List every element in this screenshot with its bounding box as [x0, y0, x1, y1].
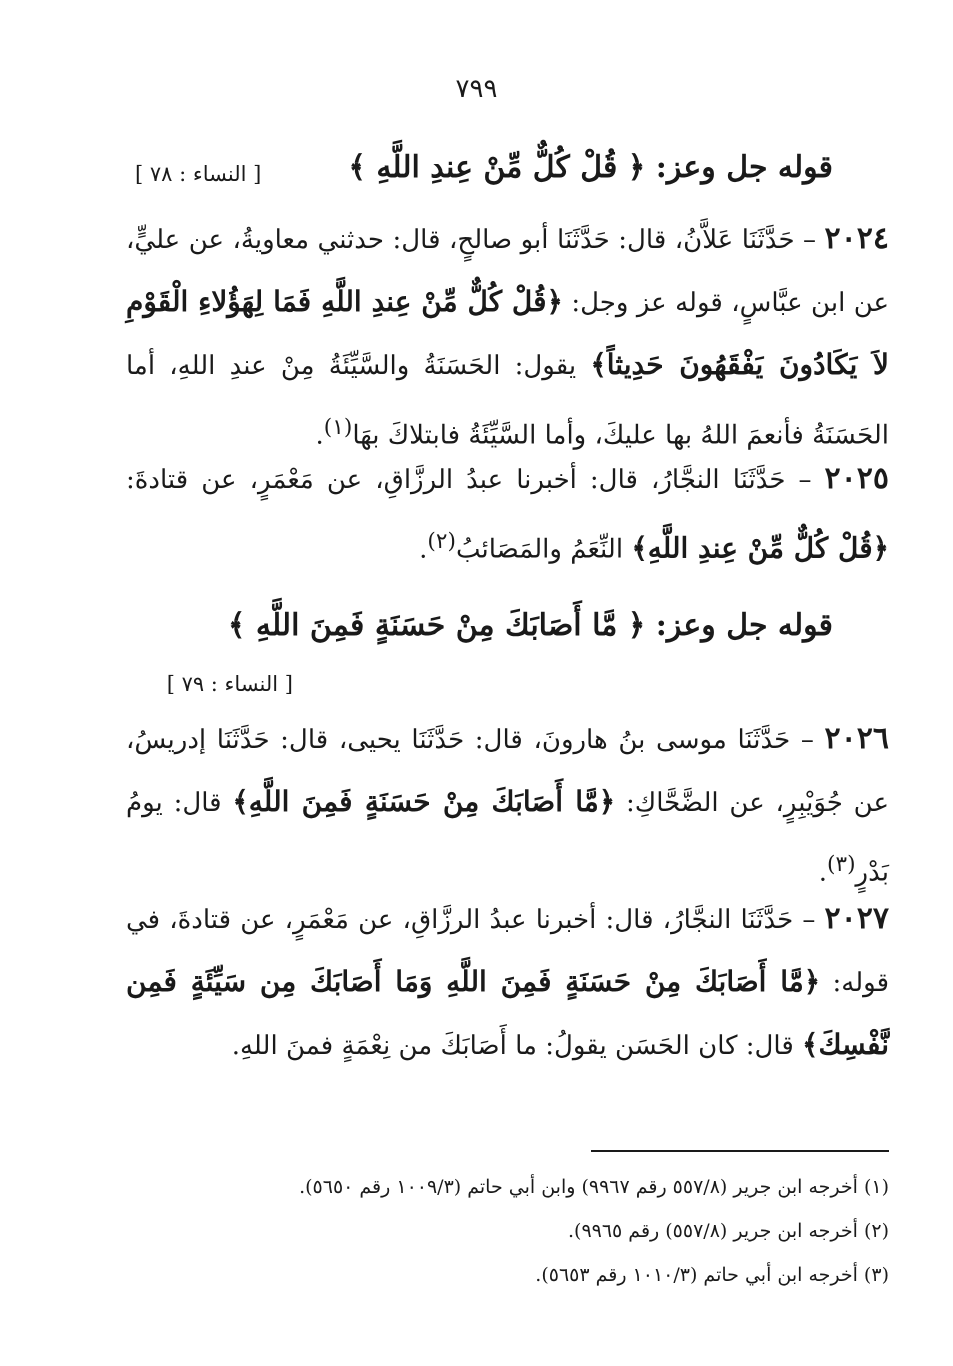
heading-prefix: قوله جل وعز:: [655, 150, 833, 185]
hadith-2025: [126, 448, 889, 581]
hadith-number: ٢٠٢٧: [824, 901, 889, 936]
punctuation: .: [315, 420, 324, 451]
footnote-1: (١) أخرجه ابن جرير (٥٥٧/٨ رقم ٩٩٦٧) وابن أبي حاتم (١٠٠٩/٣ رقم ٥٦٥٠).: [299, 1176, 889, 1198]
hadith-number: ٢٠٢٤: [824, 221, 889, 256]
section-heading-2: [120, 608, 833, 643]
hadith-2026: [126, 708, 889, 904]
heading-prefix: قوله جل وعز:: [655, 608, 833, 643]
hadith-text: – حَدَّثَنَا عَلاَّنُ، قال: حَدَّثَنَا أبو صالحٍ، قال: حدثني معاويةُ، عن عليٍّ، عن ابن عبَّاسٍ، قوله عز وجل:: [126, 225, 889, 318]
heading-verse: ﴿ قُلْ كُلٌّ مِّنْ عِندِ اللَّهِ ﴾: [348, 150, 646, 185]
hadith-text: يقول: الحَسَنَةُ والسَّيِّئَةُ مِنْ عندِ اللهِ، أما الحَسَنَةُ فأنعمَ اللهُ بها عليكَ، وأما السَّيِّئَةُ فابتلاكَ بهَا: [126, 351, 889, 451]
footnote-mark[interactable]: (١): [323, 415, 353, 440]
punctuation: .: [818, 857, 827, 888]
hadith-number: ٢٠٢٦: [824, 721, 889, 756]
quran-quote: ﴿مَّا أَصَابَكَ مِنْ حَسَنَةٍ فَمِنَ اللَّهِ﴾: [232, 785, 616, 818]
hadith-2024: [126, 208, 889, 467]
footnote-2: (٢) أخرجه ابن جرير (٥٥٧/٨) رقم ٩٩٦٥).: [567, 1220, 889, 1242]
verse-reference: [ النساء : ٧٨ ]: [135, 162, 262, 186]
hadith-text: قال: كان الحَسَن يقولُ: ما أَصَابَكَ من نِعْمَةٍ فمنَ اللهِ.: [231, 1031, 803, 1061]
quran-quote: ﴿قُلْ كُلٌّ مِّنْ عِندِ اللَّهِ﴾: [631, 531, 889, 565]
hadith-text: – حَدَّثَنَا النجَّارُ، قال: أخبرنا عبدُ الرزَّاقِ، عن مَعْمَرٍ، عن قتادةَ، في قوله:: [126, 905, 889, 998]
footnote-mark[interactable]: (٢): [427, 529, 456, 554]
footnote-3: (٣) أخرجه ابن أبي حاتم (١٠١٠/٣ رقم ٥٦٥٣).: [535, 1264, 889, 1286]
hadith-text: – حَدَّثَنَا النجَّارُ، قال: أخبرنا عبدُ الرزَّاقِ، عن مَعْمَرٍ، عن قتادةَ:: [126, 465, 825, 495]
hadith-text: – حَدَّثَنَا موسى بنُ هارونَ، قال: حَدَّثَنَا يحيى، قال: حَدَّثَنَا إدريسُ، عن جُوَيْبِرٍ، عن الضَّحَّاكِ:: [126, 725, 889, 818]
heading-verse: ﴿ مَّا أَصَابَكَ مِنْ حَسَنَةٍ فَمِنَ اللَّهِ ﴾: [227, 608, 646, 643]
hadith-text: النِّعَمُ والمَصَائبُ: [455, 534, 632, 565]
hadith-number: ٢٠٢٥: [824, 461, 889, 496]
hadith-2027: [126, 888, 889, 1077]
footnote-mark[interactable]: (٣): [827, 852, 856, 877]
verse-reference: [ النساء : ٧٩ ]: [166, 672, 293, 696]
hadith-text: قال: يومُ بَدْرٍ: [126, 788, 889, 888]
punctuation: .: [419, 534, 428, 565]
page-number: ٧٩٩: [455, 74, 498, 104]
quran-quote: ﴿مَّا أَصَابَكَ مِنْ حَسَنَةٍ فَمِنَ اللَّهِ وَمَا أَصَابَكَ مِن سَيِّئَةٍ فَمِن نَّفْسِكَ﴾: [126, 965, 889, 1061]
quran-quote: ﴿قُلْ كُلٌّ مِّنْ عِندِ اللَّهِ فَمَا لِهَؤُلاءِ الْقَوْمِ لاَ يَكَادُونَ يَفْقَهُونَ حَدِيثاً﴾: [126, 285, 890, 381]
footnote-separator: [591, 1150, 889, 1152]
